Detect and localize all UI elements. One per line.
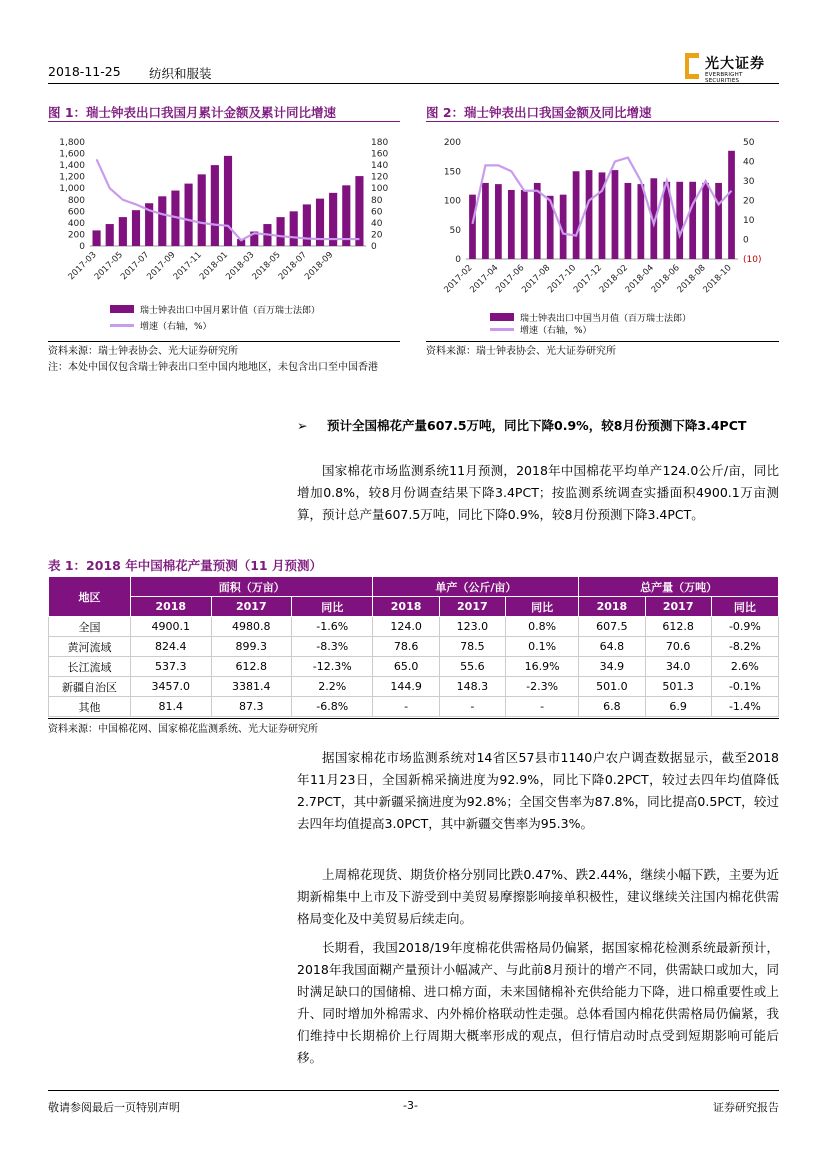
table-cell: 70.6 — [645, 637, 711, 657]
table-cell-region: 其他 — [49, 697, 131, 717]
table-cell: 612.8 — [645, 617, 711, 637]
table-body — [49, 617, 779, 717]
table-cell-region: 黄河流域 — [49, 637, 131, 657]
table-1-title: 表 1：2018 年中国棉花产量预测（11 月预测） — [48, 558, 322, 573]
table-cell: 3457.0 — [131, 677, 212, 697]
legend-line-label: 增速（右轴，%） — [140, 322, 212, 332]
table-cell: 0.1% — [505, 637, 578, 657]
table-cell: 81.4 — [131, 697, 212, 717]
cotton-forecast-table — [48, 576, 779, 717]
figure-1-svg — [48, 128, 408, 308]
page-number: -3- — [403, 1099, 418, 1112]
bullet-arrow-icon: ➢ — [297, 418, 308, 433]
x-tick-label: 2017-07 — [119, 250, 152, 283]
x-tick-label: 2017-04 — [468, 263, 501, 296]
legend-bar-label: 瑞士钟表出口中国月累计值（百万瑞士法郎） — [140, 306, 321, 316]
table-cell: 144.9 — [373, 677, 439, 697]
table-cell-region: 全国 — [49, 617, 131, 637]
table-row — [49, 637, 779, 657]
bar — [689, 182, 696, 259]
y-left-tick-label: 1,400 — [59, 161, 85, 172]
table-row — [49, 657, 779, 677]
y-left-tick-label: 800 — [67, 195, 85, 206]
table-cell: -2.3% — [505, 677, 578, 697]
y-left-tick-label: 200 — [67, 230, 85, 241]
y-left-tick-label: 50 — [449, 225, 461, 236]
table-cell: 537.3 — [131, 657, 212, 677]
x-tick-label: 2017-08 — [520, 263, 553, 296]
table-subheader: 同比 — [711, 597, 778, 617]
y-left-tick-label: 600 — [67, 207, 85, 218]
legend-bar-swatch — [490, 313, 514, 321]
table-cell: -1.4% — [711, 697, 778, 717]
table-cell: 6.8 — [579, 697, 645, 717]
table-cell: 55.6 — [439, 657, 505, 677]
table-cell: -12.3% — [292, 657, 373, 677]
table-cell: 824.4 — [131, 637, 212, 657]
figure-1-chart — [48, 128, 408, 308]
table-cell: 87.3 — [211, 697, 292, 717]
y-left-tick-label: 1,200 — [59, 172, 85, 183]
bar — [508, 190, 515, 259]
table-cell: 6.9 — [645, 697, 711, 717]
y-left-tick-label: 150 — [443, 167, 461, 178]
legend-line-swatch — [490, 328, 514, 331]
legend-bar-label: 瑞士钟表出口中国当月值（百万瑞士法郎） — [520, 314, 692, 324]
table-cell: - — [505, 697, 578, 717]
y-right-tick-label: 40 — [371, 218, 383, 229]
y-right-tick-label: 120 — [371, 172, 389, 183]
table-cell-region: 长江流域 — [49, 657, 131, 677]
x-tick-label: 2017-11 — [171, 250, 204, 283]
bar — [702, 183, 709, 259]
table-cell: -0.1% — [711, 677, 778, 697]
y-right-tick-label: 40 — [743, 157, 755, 168]
table-cell: 78.6 — [373, 637, 439, 657]
table-cell: -8.3% — [292, 637, 373, 657]
x-tick-label: 2017-12 — [571, 263, 605, 296]
table-source: 资料来源：中国棉花网、国家棉花监测系统、光大证券研究所 — [48, 724, 318, 735]
bar — [92, 230, 100, 246]
bar — [342, 185, 350, 246]
everbright-logo — [685, 53, 777, 84]
bar — [625, 183, 632, 259]
figure-2-svg — [426, 128, 786, 308]
figure-1-source — [48, 344, 400, 376]
bar — [728, 151, 735, 259]
table-cell: 16.9% — [505, 657, 578, 677]
y-right-tick-label: 80 — [371, 195, 383, 206]
table-subheader: 同比 — [292, 597, 373, 617]
table-cell: -1.6% — [292, 617, 373, 637]
y-right-tick-label: 60 — [371, 207, 383, 218]
table-cell: -0.9% — [711, 617, 778, 637]
table-cell: 501.0 — [579, 677, 645, 697]
table-cell: 123.0 — [439, 617, 505, 637]
table-cell: - — [439, 697, 505, 717]
bar — [106, 224, 114, 246]
bar — [521, 190, 528, 259]
y-right-tick-label: 50 — [743, 138, 755, 148]
y-right-tick-label: 100 — [371, 184, 389, 195]
bar — [224, 156, 232, 246]
figure-2-chart — [426, 128, 786, 308]
y-right-tick-label: 0 — [371, 242, 377, 252]
y-right-tick-label: 180 — [371, 138, 389, 148]
table-cell: 612.8 — [211, 657, 292, 677]
y-left-tick-label: 400 — [67, 218, 85, 229]
report-date: 2018-11-25 — [48, 64, 121, 79]
x-tick-label: 2018-01 — [197, 250, 231, 283]
y-right-tick-label: 140 — [371, 161, 389, 172]
x-tick-label: 2017-10 — [546, 263, 579, 296]
x-tick-label: 2017-02 — [442, 263, 475, 296]
y-left-tick-label: 1,600 — [59, 149, 85, 160]
logo-mark-icon — [685, 53, 699, 79]
logo-text-cn: 光大证券 — [705, 56, 765, 72]
bar — [469, 195, 476, 259]
y-right-tick-label: 30 — [743, 177, 755, 187]
bar — [290, 211, 298, 246]
y-right-tick-label: 0 — [743, 235, 749, 246]
x-tick-label: 2018-05 — [250, 250, 283, 283]
table-cell: 124.0 — [373, 617, 439, 637]
footer-report-type: 证券研究报告 — [713, 1101, 779, 1114]
figure-1-note: 注：本处中国仅包含瑞士钟表出口至中国内地地区，未包含出口至中国香港 — [48, 362, 378, 373]
bar — [676, 182, 683, 259]
bar — [715, 183, 722, 259]
logo-text-en: EVERBRIGHT SECURITIES — [705, 72, 743, 84]
page-header — [48, 48, 779, 84]
legend-line-label: 增速（右轴，%） — [520, 326, 592, 336]
table-subheader: 2017 — [439, 597, 505, 617]
table-cell: 2.2% — [292, 677, 373, 697]
table-cell: - — [373, 697, 439, 717]
table-header-region: 地区 — [49, 577, 131, 617]
figure-1-source-text: 资料来源：瑞士钟表协会、光大证券研究所 — [48, 346, 238, 357]
table-subheader: 2017 — [211, 597, 292, 617]
y-right-tick-label: 160 — [371, 149, 389, 160]
bar — [303, 204, 311, 246]
y-right-tick-label: 10 — [743, 216, 755, 226]
x-tick-label: 2018-03 — [224, 250, 257, 283]
legend-line-swatch — [110, 324, 134, 327]
y-left-tick-label: 200 — [443, 138, 461, 148]
bar — [637, 184, 644, 259]
table-subheader: 2018 — [373, 597, 439, 617]
figure-2-source-text: 资料来源：瑞士钟表协会、光大证券研究所 — [426, 346, 616, 357]
report-sector: 纺织和服装 — [149, 66, 212, 81]
page-footer — [48, 1090, 779, 1114]
figure-1-source-rule — [48, 341, 400, 342]
figure-2-source-rule — [426, 341, 779, 342]
legend-bar-swatch — [110, 305, 134, 313]
table-cell: 65.0 — [373, 657, 439, 677]
paragraph-2: 据国家棉花市场监测系统对14省区57县市1140户农户调查数据显示，截至2018年11月23日，全国新棉采摘进度为92.9%，同比下降0.2PCT，较过去四年均值降低2.7PCT，其中新疆采摘进度为92.8%；全国交售率为87.8%，同比提高0.5PCT，较过去四年均值提高3.0PCT，其中新疆交售率为95.3%。 — [297, 750, 779, 831]
table-cell: 78.5 — [439, 637, 505, 657]
y-right-tick-label: 20 — [371, 230, 383, 241]
bar — [211, 165, 219, 246]
table-group-header-output: 总产量（万吨） — [579, 577, 779, 597]
x-tick-label: 2018-10 — [701, 263, 734, 296]
table-subheader: 同比 — [505, 597, 578, 617]
bar — [276, 217, 284, 246]
bar — [612, 170, 619, 259]
bar — [198, 174, 206, 246]
x-tick-label: 2017-09 — [145, 250, 178, 283]
footer-disclaimer: 敬请参阅最后一页特别声明 — [48, 1101, 180, 1114]
table-cell: 2.6% — [711, 657, 778, 677]
bar — [534, 183, 541, 259]
x-tick-label: 2018-09 — [303, 250, 336, 283]
y-left-tick-label: 0 — [455, 255, 461, 265]
bar — [482, 183, 489, 259]
x-tick-label: 2018-06 — [649, 263, 682, 296]
table-cell: 4980.8 — [211, 617, 292, 637]
table-source-rule — [48, 718, 779, 719]
x-tick-label: 2018-08 — [675, 263, 708, 296]
x-tick-label: 2018-07 — [276, 250, 309, 283]
table-cell: 64.8 — [579, 637, 645, 657]
table-row — [49, 677, 779, 697]
section-bullet — [297, 416, 779, 435]
y-left-tick-label: 1,800 — [59, 138, 85, 148]
table-cell: 899.3 — [211, 637, 292, 657]
y-left-tick-label: 0 — [79, 242, 85, 252]
figure-1-rule — [48, 121, 400, 122]
bar — [495, 184, 502, 259]
bar — [586, 170, 593, 259]
y-left-tick-label: 100 — [443, 196, 461, 207]
y-right-tick-label: 20 — [743, 196, 755, 207]
table-cell: 3381.4 — [211, 677, 292, 697]
table-cell-region: 新疆自治区 — [49, 677, 131, 697]
figure-2-rule — [426, 121, 779, 122]
table-cell: 607.5 — [579, 617, 645, 637]
table-subheader: 2018 — [131, 597, 212, 617]
table-cell: 34.9 — [579, 657, 645, 677]
table-row — [49, 697, 779, 717]
x-tick-label: 2018-04 — [623, 263, 656, 296]
table-cell: 148.3 — [439, 677, 505, 697]
paragraph-1: 国家棉花市场监测系统11月预测，2018年中国棉花平均单产124.0公斤/亩，同比增加0.8%，较8月份调查结果下降3.4PCT；按监测系统调查实播面积4900.1万亩测算，预计总产量607.5万吨，同比下降0.9%，较8月份预测下降3.4PCT。 — [297, 463, 779, 522]
x-tick-label: 2017-05 — [92, 250, 125, 283]
paragraph-3: 上周棉花现货、期货价格分别同比跌0.47%、跌2.44%，继续小幅下跌，主要为近期新棉集中上市及下游受到中美贸易摩擦影响接单积极性，建议继续关注国内棉花供需格局变化及中美贸易后续走向。 — [297, 867, 779, 926]
table-cell: -8.2% — [711, 637, 778, 657]
x-tick-label: 2018-02 — [597, 263, 631, 296]
bullet-text: 预计全国棉花产量607.5万吨，同比下降0.9%，较8月份预测下降3.4PCT — [327, 418, 747, 433]
table-subheader-row — [49, 597, 779, 617]
table-group-header-yield: 单产（公斤/亩） — [373, 577, 579, 597]
table-subheader: 2017 — [645, 597, 711, 617]
bar — [158, 196, 166, 246]
table-subheader: 2018 — [579, 597, 645, 617]
table-group-header-area: 面积（万亩） — [131, 577, 373, 597]
bar — [355, 176, 363, 246]
x-tick-label: 2017-03 — [66, 250, 99, 283]
bar — [573, 171, 580, 259]
bar — [184, 184, 192, 246]
table-cell: 34.0 — [645, 657, 711, 677]
y-left-tick-label: 1,000 — [59, 184, 85, 195]
paragraph-4: 长期看，我国2018/19年度棉花供需格局仍偏紧，据国家棉花检测系统最新预计，2018年我国面糊产量预计小幅减产、与此前8月预计的增产不同，供需缺口或加大，同时满足缺口的国储棉、进口棉方面，未来国储棉补充供给能力下降，进口棉重要性或上升、同时增加外棉需求、内外棉价格联动性走强。总体看国内棉花供需格局仍偏紧，我们维持中长期棉价上行周期大概率形成的观点，但行情启动时点受到短期影响可能后移。 — [297, 940, 779, 1065]
bar — [132, 210, 140, 246]
table-cell: -6.8% — [292, 697, 373, 717]
table-cell: 0.8% — [505, 617, 578, 637]
figure-2-source — [426, 344, 779, 360]
figure-2-title: 图 2：瑞士钟表出口我国金额及同比增速 — [426, 105, 652, 120]
y-right-tick-label: (10) — [743, 255, 762, 265]
figure-1-title: 图 1：瑞士钟表出口我国月累计金额及累计同比增速 — [48, 105, 337, 120]
table-cell: 501.3 — [645, 677, 711, 697]
bar — [119, 217, 127, 246]
table-row — [49, 617, 779, 637]
x-tick-label: 2017-06 — [494, 263, 527, 296]
table-cell: 4900.1 — [131, 617, 212, 637]
